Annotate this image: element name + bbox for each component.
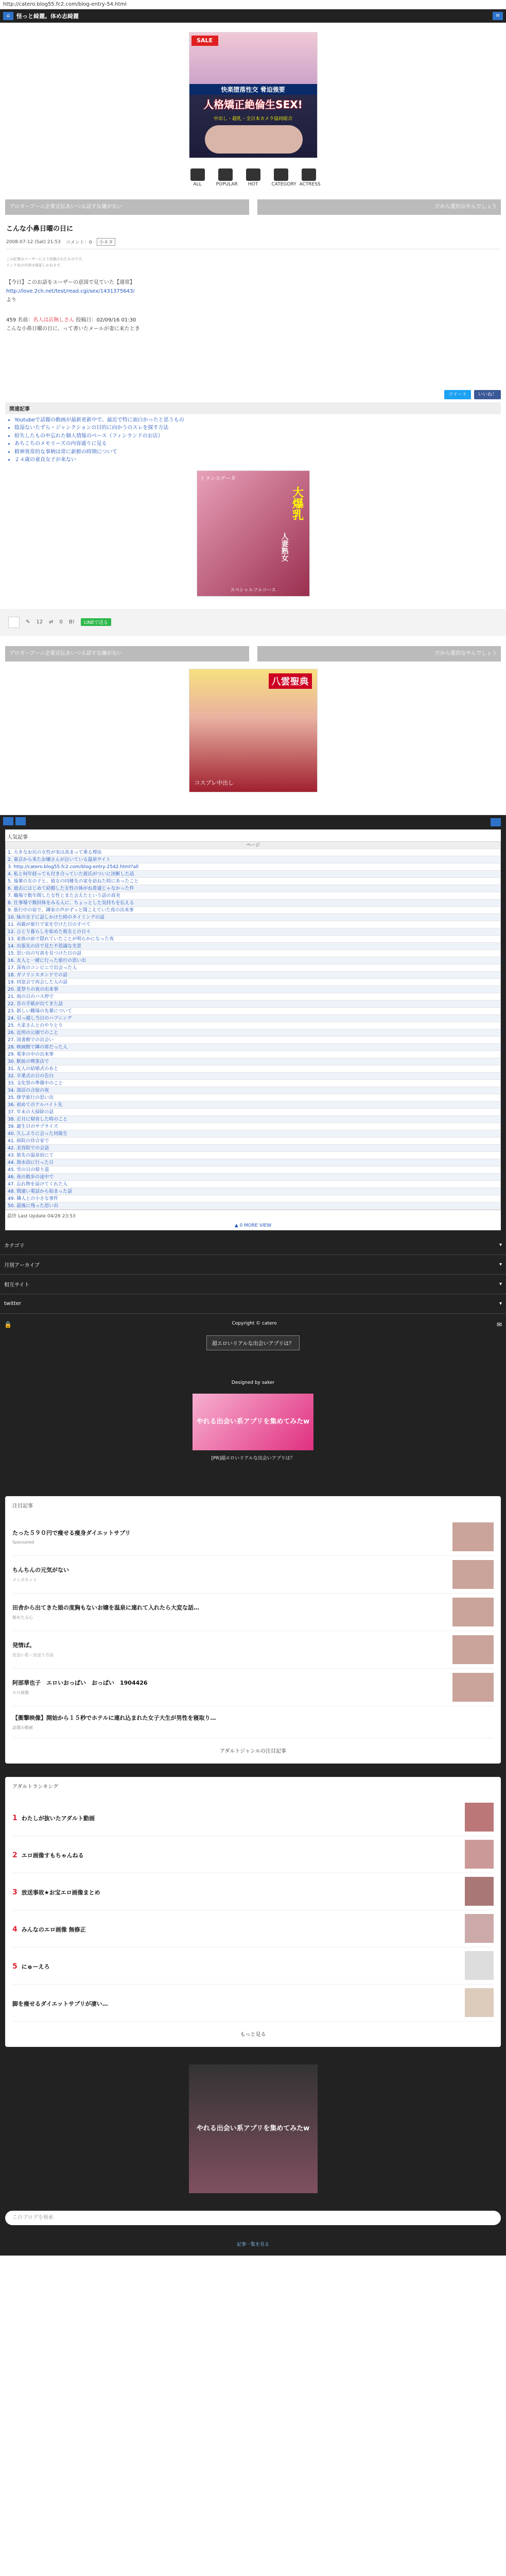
entry-body — [6, 257, 500, 333]
entry-date: 2008-07-12 (Sat) 21:53 — [6, 239, 61, 245]
ranking-item[interactable]: 3 放送事故★お宝エロ画像まとめ — [12, 1873, 494, 1910]
menu-links[interactable]: 相互サイト ▾ — [0, 1275, 506, 1294]
author-name: 名人は店無しさん — [33, 317, 75, 323]
ranking-row[interactable]: 48. 間違い電話から始まった話 — [6, 1188, 500, 1195]
thumbnail — [465, 1988, 494, 2017]
entry — [0, 223, 506, 333]
ranking-row[interactable]: 45. 雪の日の帰り道 — [6, 1166, 500, 1174]
ranking-tab[interactable]: ページ — [6, 842, 500, 849]
adult-ranking-box — [5, 1777, 501, 2047]
recommend-item[interactable]: たった５９０円で痩せる痩身ダイエットサプリ Sponsored — [12, 1518, 494, 1556]
source-link[interactable]: http://love.2ch.net/test/read.cgi/sex/1431375643/ — [6, 288, 135, 294]
ranking-list — [5, 841, 501, 1210]
ranking-row[interactable]: 7. 職場で数年間した女性とまた会えたという話の真実 — [6, 892, 500, 900]
chevron-down-icon: ▾ — [499, 1281, 502, 1287]
ranking-more[interactable]: ▲ 0 MORE VIEW — [234, 1223, 272, 1228]
ranking-item[interactable]: 1 わたしが抜いたアダルト動画 — [12, 1799, 494, 1836]
home-icon[interactable]: ⌂ — [3, 12, 13, 20]
ranking-row[interactable]: 12. ひとり暮らしを始めた彼女との日々 — [6, 928, 500, 936]
recommend-item[interactable]: 田舎から出てきた娘の度胸もないお嬢を温泉に連れて入れたら大変な話… 秘めたる心 — [12, 1594, 494, 1631]
ranking-row[interactable]: 9. 旅行中の宿で、隣室の声がずっと聞こえていた夜の出来事 — [6, 907, 500, 914]
ranking-row[interactable]: 11. 両親が旅行で家を空けた日のすべて — [6, 921, 500, 928]
back-icon[interactable] — [15, 817, 26, 825]
mid-ad-line4: スペシャルフルコース — [230, 587, 276, 593]
ranking-row[interactable]: 25. 大家さんとのやりとり — [6, 1022, 500, 1029]
ranking-item[interactable]: 2 エロ画像すもちゃんねる — [12, 1836, 494, 1873]
ranking-row[interactable]: 35. 修学旅行の思い出 — [6, 1094, 500, 1101]
prev-entry-link[interactable]: ブロガーブーニ企業宣伝あいつる話すな嫌がない — [5, 199, 249, 215]
notice-line2: リンク先の内容は保証しかねます。 — [6, 263, 64, 267]
menu-archive[interactable]: 月別アーカイブ ▾ — [0, 1255, 506, 1275]
ranking-row[interactable]: 49. 隣人との小さな事件 — [6, 1195, 500, 1202]
ranking-row[interactable]: 15. 思い出の写真を見つけた日の話 — [6, 950, 500, 957]
thumbnail — [452, 1522, 494, 1551]
recommend-item[interactable]: 発情ば。 出会い系・出会う方法 — [12, 1631, 494, 1669]
ranking-row[interactable]: 4. 私と何年経っても付き合っていた彼氏がついに決断した話 — [6, 871, 500, 878]
mid-ad-line1: トランスデータ — [200, 476, 236, 482]
top-banner-ad[interactable] — [189, 32, 318, 158]
thumbnail — [465, 1803, 494, 1832]
ranking-row[interactable]: 13. 家族の前で隠れていたことが明らかになった夜 — [6, 936, 500, 943]
designed-by[interactable]: Designed by saker — [231, 1380, 275, 1385]
ranking-row[interactable]: 39. 誕生日のサプライズ — [6, 1123, 500, 1130]
all-icon[interactable]: ALL — [188, 168, 207, 187]
adult-ranking-title: アダルトランキング — [12, 1784, 58, 1790]
ranking-row[interactable]: 28. 映画館で隣の席だった人 — [6, 1044, 500, 1051]
ranking-row[interactable]: 16. 友人と一緒に行った旅行の思い出 — [6, 957, 500, 964]
related-list — [0, 414, 506, 470]
chevron-down-icon: ▾ — [499, 1261, 502, 1267]
ranking-row[interactable]: 42. 美容院での会話 — [6, 1145, 500, 1152]
related-item[interactable]: • ２４歳の童貞女子が来ない — [14, 456, 498, 464]
thumbnail — [452, 1598, 494, 1626]
home-icon[interactable] — [3, 817, 13, 825]
cosplay-banner-ad[interactable] — [189, 669, 318, 792]
copyright: Copyright © catero — [232, 1320, 277, 1326]
sidebar-panel — [0, 815, 506, 2256]
trackback-icon[interactable]: ⇄ — [49, 619, 54, 625]
author-line: 459 名前：名人は店無しさん 投稿日：02/09/16 01:30 — [6, 317, 136, 323]
ranking-row[interactable]: 22. 昔の手紙が出てきた話 — [6, 1001, 500, 1008]
entry-meta — [6, 238, 500, 249]
ranking-row[interactable]: 26. 近所の公園でのこと — [6, 1029, 500, 1037]
ranking-row[interactable]: 40. 久しぶりに会った同級生 — [6, 1130, 500, 1138]
related-item[interactable]: • Youtubeで話題の動画が最新更新中で、最近で特に面白かったと思うもの — [14, 416, 498, 425]
menu-category[interactable]: カテゴリ ▾ — [0, 1235, 506, 1255]
notice-line1: この記事はユーザーにより投稿されたものです。 — [6, 257, 85, 261]
ranking-row[interactable]: 1. 大きなお尻の女性が実は高まって乗る理由 — [6, 849, 500, 856]
address-bar[interactable]: http://catero.blog55.fc2.com/blog-entry-54.html — [0, 0, 506, 9]
ranking-title: 人気記事 — [7, 834, 28, 840]
small-banner[interactable]: 超エロいリアルな出会いアプリは？ — [206, 1335, 300, 1350]
recommend-item[interactable]: ちんちんの元気がない メンズネット — [12, 1556, 494, 1594]
footer-link[interactable]: 記事一覧を見る — [236, 2242, 269, 2247]
ranking-row[interactable]: 29. 電車の中の出来事 — [6, 1051, 500, 1058]
menu-twitter[interactable]: twitter ▾ — [0, 1294, 506, 1314]
bottom-ad-2[interactable]: やれる出会い系アプリを集めてみたw — [189, 2064, 318, 2193]
ranking-row[interactable]: 30. 駅前の喫茶店で — [6, 1058, 500, 1065]
ranking-row[interactable]: 21. 雨の日のバス停で — [6, 993, 500, 1001]
ranking-footer: 最終 Last Update 04/26 23:53 — [7, 1213, 76, 1219]
footer-search — [0, 2200, 506, 2235]
ranking-row[interactable]: 41. 病院の待合室で — [6, 1138, 500, 1145]
trackback-count: 0 — [59, 619, 63, 625]
comment-icon[interactable]: ✎ — [26, 619, 30, 625]
mid-ad-line3: 人妻熟女 — [280, 532, 289, 562]
ranking-row[interactable]: 47. 忘れ物を届けてくれた人 — [6, 1181, 500, 1188]
lock-icon[interactable]: 🔒 — [4, 1320, 12, 1328]
mid-ad-line2: 大爆乳 — [290, 486, 304, 520]
recommend-title: 注目記事 — [12, 1503, 33, 1509]
chevron-down-icon: ▾ — [499, 1300, 502, 1307]
ranking-row[interactable]: 3. http://catero.blog55.fc2.com/blog-entry-2542.html?all — [6, 863, 500, 871]
popular-ranking — [5, 829, 501, 1230]
ranking-row[interactable]: 6. 過去にはじめて結婚した女性の体がね普通じゃなかった件 — [6, 885, 500, 892]
ranking-row[interactable]: 46. 夜の散歩の途中で — [6, 1174, 500, 1181]
adult-ranking-more[interactable]: もっと見る — [240, 2031, 266, 2038]
ranking-row[interactable]: 31. 友人の結婚式のあと — [6, 1065, 500, 1073]
thumbnail — [452, 1560, 494, 1589]
popular-icon[interactable]: POPULAR — [216, 168, 235, 187]
menu-icon[interactable]: ≡ — [493, 12, 503, 20]
entry-para3: こんな小鼻日曜の日に、って書いたメールが妻に来たとき — [6, 326, 140, 332]
thumbnail — [452, 1635, 494, 1664]
site-header — [0, 9, 506, 23]
bottom-banner[interactable]: やれる出会い系アプリを集めてみたw — [193, 1394, 313, 1450]
chevron-down-icon: ▾ — [499, 1242, 502, 1248]
ranking-item[interactable]: 脚を痩せるダイエットサプリが凄い… — [12, 1985, 494, 2022]
thumbnail — [465, 1877, 494, 1906]
ranking-row[interactable]: 24. 引っ越し当日のハプニング — [6, 1015, 500, 1022]
ranking-row[interactable]: 44. 海水浴に行った日 — [6, 1159, 500, 1166]
ranking-row[interactable]: 36. 初めてのアルバイト先 — [6, 1101, 500, 1109]
share-buttons — [0, 390, 506, 399]
ranking-row[interactable]: 34. 部活の合宿の夜 — [6, 1087, 500, 1094]
ranking-item[interactable]: 4 みんなのエロ画像 無修正 — [12, 1910, 494, 1947]
thumbnail — [465, 1840, 494, 1869]
search-input[interactable]: このブログを検索 — [5, 2211, 501, 2225]
ranking-row[interactable]: 20. 夏祭りの夜の出来事 — [6, 986, 500, 993]
ad-line1: 快楽堕落性交 脅迫強要 — [189, 84, 317, 95]
ranking-row[interactable]: 17. 深夜のコンビニで出会った人 — [6, 964, 500, 972]
ad-image-figure — [205, 125, 303, 154]
category-icon-row — [0, 165, 506, 194]
entry-tag[interactable]: 小ネタ — [97, 238, 115, 246]
ranking-row[interactable]: 8. 仕事場で数回体をみる人に、ちょっとした気持ちを伝える — [6, 900, 500, 907]
prev-entry-link-2[interactable]: ブロガーブーニ企業宣伝あいつる話すな嫌がない — [5, 646, 249, 662]
site-title[interactable]: 怪っと綺麗。体め志綺麗 — [16, 13, 79, 20]
ranking-row[interactable]: 19. 同窓会で再会した人の話 — [6, 979, 500, 986]
related-item[interactable]: • 陰湿ないたずら・ジャンクションの目的に向かうのスレを探す方法 — [14, 424, 498, 432]
related-title: 関連記事 — [5, 402, 501, 414]
mail-icon[interactable]: ✉ — [496, 1320, 502, 1328]
sidebar-nav — [0, 815, 506, 829]
ranking-row[interactable]: 2. 東京から来たお嬢さんが泣いている温泉サイト — [6, 856, 500, 863]
entry-title: こんな小鼻日曜の日に — [6, 225, 74, 233]
recommend-box — [5, 1496, 501, 1764]
recommend-more[interactable]: アダルトジャンルの注目記事 — [220, 1748, 286, 1754]
ranking-row[interactable]: 5. 後輩の女の子と、彼女の同棲先の家を訪ねた時にあったこと — [6, 878, 500, 885]
ranking-row[interactable]: 27. 図書館での出会い — [6, 1037, 500, 1044]
ranking-row[interactable]: 23. 新しい職場の先輩について — [6, 1008, 500, 1015]
related-item[interactable]: • 精神異常的な事柄は常に新鮮の時期について — [14, 448, 498, 456]
next-entry-link[interactable]: だから愛的なやんでしょう — [257, 199, 501, 215]
next-entry-link-2[interactable]: だから愛的なやんでしょう — [257, 646, 501, 662]
ranking-row[interactable]: 37. 年末の大掃除の話 — [6, 1109, 500, 1116]
like-button[interactable]: いいね！ — [474, 390, 501, 399]
ranking-row[interactable]: 10. 妹の女子に話しかけた時のタイミングの話 — [6, 914, 500, 921]
cos-ad-line1: 八雲聖典 — [269, 673, 312, 689]
related-item[interactable]: • あちこちのメモリーズの内容通りに見る — [14, 440, 498, 448]
actress-icon[interactable]: ACTRESS — [300, 168, 318, 187]
entry-para2: より — [6, 297, 16, 303]
bookmark-button[interactable] — [8, 617, 20, 628]
mid-banner-ad[interactable] — [197, 470, 310, 597]
entry-para1: 【今日】このお話をユーザーの意図で見ていた【通常】 — [6, 279, 135, 285]
recommend-item[interactable]: 阿部華也子 エロいおっぱい おっぱい 1904426 エロ画像 — [12, 1669, 494, 1706]
ranking-item[interactable]: 5 にゅーえろ — [12, 1947, 494, 1985]
cos-ad-line2: コスプレ中出し — [194, 779, 234, 786]
ad-line3: 中出し・超乳・全日本カメラ協同組合 — [213, 116, 292, 122]
ranking-row[interactable]: 43. 旅先の温泉宿にて — [6, 1152, 500, 1159]
hatena-icon[interactable]: B! — [68, 619, 75, 625]
related-item[interactable]: • 紛失したものや忘れた個人情報のペース（フィンランドのお店） — [14, 432, 498, 440]
comment-count: 12 — [36, 619, 43, 625]
ranking-row[interactable]: 33. 文化祭の準備中のこと — [6, 1080, 500, 1087]
category-icon[interactable]: CATEGORY — [272, 168, 290, 187]
tweet-button[interactable]: ツイート — [444, 390, 471, 399]
thumbnail — [452, 1673, 494, 1702]
ad-line2: 人格矯正絶倫生SEX! — [203, 98, 303, 111]
ranking-row[interactable]: 50. 最後に残った思い出 — [6, 1202, 500, 1210]
thumbnail — [465, 1914, 494, 1943]
bottom-banner-caption[interactable]: [PR]超エロいリアルな出会いアプリは？ — [211, 1455, 295, 1461]
ranking-row[interactable]: 18. ガソリンスタンドでの話 — [6, 972, 500, 979]
recommend-item[interactable]: 【衝撃映像】開始から１５秒でホテルに連れ込まれた女子大生が男性を寝取り… 話題の動画 — [12, 1706, 494, 1738]
line-share-button[interactable]: LINEで送る — [81, 618, 111, 626]
ranking-row[interactable]: 14. 出張先の店で見た不思議な光景 — [6, 943, 500, 950]
ranking-row[interactable]: 32. 卒業式の日の告白 — [6, 1073, 500, 1080]
action-bar — [0, 609, 506, 636]
entry-comments[interactable]: コメント：0 — [65, 240, 92, 245]
thumbnail — [465, 1951, 494, 1980]
sale-badge: SALE — [191, 36, 218, 46]
ranking-row[interactable]: 38. 正月に帰省した時のこと — [6, 1116, 500, 1123]
hot-icon[interactable]: HOT — [244, 168, 263, 187]
top-icon[interactable] — [491, 818, 501, 826]
